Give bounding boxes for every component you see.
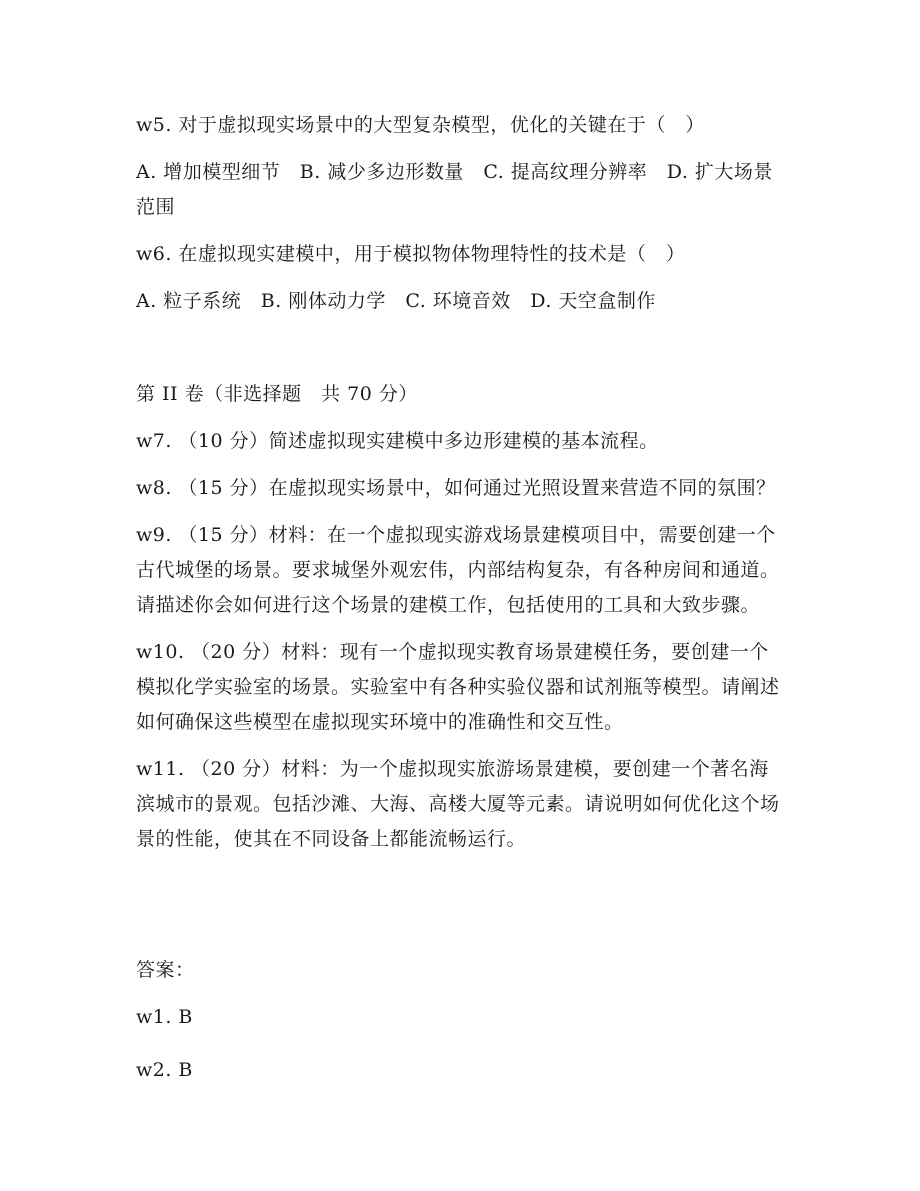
- question-w9: w9. （15 分）材料：在一个虚拟现实游戏场景建模项目中，需要创建一个古代城堡的场景。要求城堡外观宏伟，内部结构复杂，有各种房间和通道。请描述你会如何进行这个场景的建模工作，包括使用的工具和大致步骤。: [136, 524, 780, 616]
- question-w10: w10. （20 分）材料：现有一个虚拟现实教育场景建模任务，要创建一个模拟化学实验室的场景。实验室中有各种实验仪器和试剂瓶等模型。请阐述如何确保这些模型在虚拟现实环境中的准确性和交互性。: [136, 641, 780, 733]
- question-w8: w8. （15 分）在虚拟现实场景中，如何通过光照设置来营造不同的氛围？: [136, 477, 776, 499]
- question-w6: w6. 在虚拟现实建模中，用于模拟物体物理特性的技术是（ ）: [136, 243, 686, 265]
- answer-w2: w2. B: [136, 1059, 193, 1081]
- question-w6-options: A. 粒子系统 B. 刚体动力学 C. 环境音效 D. 天空盒制作: [136, 290, 656, 312]
- section-title: 第 II 卷（非选择题 共 70 分）: [136, 383, 418, 405]
- answer-w1: w1. B: [136, 1006, 193, 1028]
- question-w5: w5. 对于虚拟现实场景中的大型复杂模型，优化的关键在于（ ）: [136, 114, 705, 136]
- answers-title: 答案：: [136, 959, 195, 981]
- question-w5-options: A. 增加模型细节 B. 减少多边形数量 C. 提高纹理分辨率 D. 扩大场景范围: [136, 161, 773, 218]
- question-w7: w7. （10 分）简述虚拟现实建模中多边形建模的基本流程。: [136, 430, 659, 452]
- question-w11: w11. （20 分）材料：为一个虚拟现实旅游场景建模，要创建一个著名海滨城市的景观。包括沙滩、大海、高楼大厦等元素。请说明如何优化这个场景的性能，使其在不同设备上都能流畅运行。: [136, 758, 780, 850]
- document-content: [136, 108, 786, 1106]
